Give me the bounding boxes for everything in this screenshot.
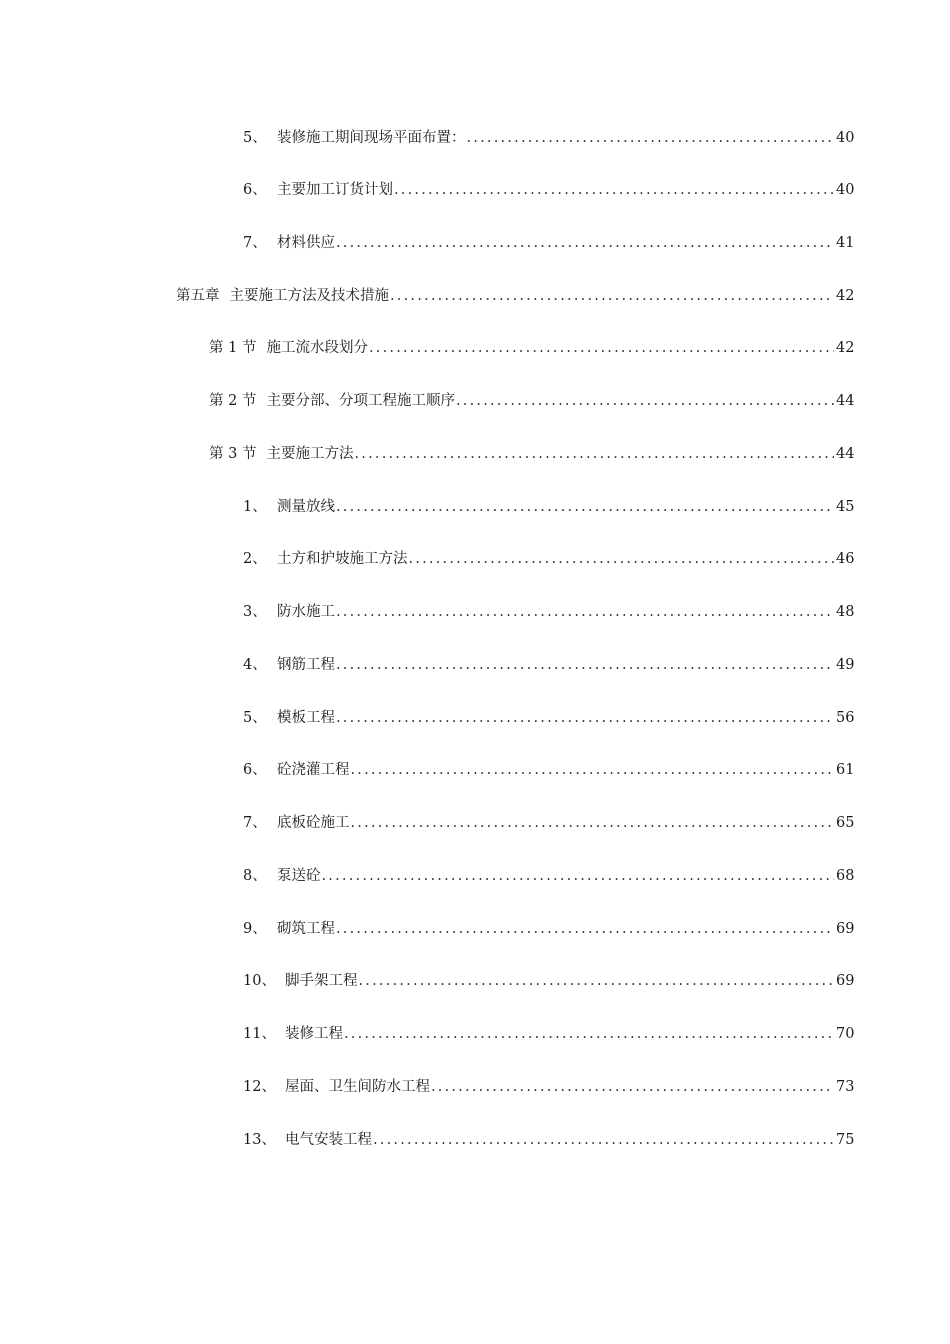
toc-entry-number: 7、 [243,815,267,831]
toc-entry-title: 电气安装工程 [285,1132,372,1148]
toc-entry-page: 68 [836,868,855,884]
toc-entry[interactable] [243,653,854,677]
toc-entry-title: 测量放线 [277,499,335,515]
toc-entry-page: 42 [836,288,855,304]
dot-leader [354,442,834,466]
toc-entry-page: 40 [836,182,855,198]
toc-entry-number: 5、 [243,130,267,146]
toc-entry-page: 69 [836,973,855,989]
toc-section-entry[interactable] [209,389,854,413]
toc-section-entry[interactable] [209,442,854,466]
dot-leader [351,758,835,782]
toc-entry-title: 防水施工 [277,604,335,620]
toc-entry-title: 砌筑工程 [277,921,335,937]
dot-leader [409,547,835,571]
dot-leader [336,231,834,255]
toc-entry-page: 73 [836,1079,855,1095]
toc-entry[interactable] [243,864,854,888]
toc-section-entry[interactable] [209,336,854,360]
toc-entry[interactable] [243,917,854,941]
toc-entry-title: 主要加工订货计划 [277,182,393,198]
toc-entry-title: 主要施工方法 [266,446,354,462]
toc-entry-title: 土方和护坡施工方法 [277,551,408,567]
toc-entry-title: 泵送砼 [277,868,321,884]
toc-entry-number: 11、 [243,1026,276,1042]
dot-leader [336,706,834,730]
toc-entry-number: 5、 [243,710,267,726]
toc-entry-page: 56 [836,710,855,726]
dot-leader [336,600,834,624]
toc-entry-page: 44 [836,446,855,462]
dot-leader [351,811,835,835]
toc-section-number: 第 3 节 [209,446,257,462]
toc-entry-title: 装修施工期间现场平面布置： [277,130,466,146]
dot-leader [456,389,834,413]
toc-entry-title: 装修工程 [285,1026,343,1042]
toc-entry[interactable] [243,1128,854,1152]
toc-entry-number: 2、 [243,551,267,567]
toc-entry-number: 6、 [243,182,267,198]
toc-entry-page: 75 [836,1132,855,1148]
dot-leader [369,336,834,360]
toc-entry[interactable] [243,231,854,255]
toc-entry[interactable] [243,969,854,993]
toc-entry-number: 12、 [243,1079,276,1095]
toc-entry-page: 61 [836,762,855,778]
dot-leader [322,864,835,888]
toc-entry-title: 屋面、卫生间防水工程 [285,1079,430,1095]
toc-entry-title: 脚手架工程 [285,973,358,989]
toc-entry-title: 钢筋工程 [277,657,335,673]
toc-entry-number: 4、 [243,657,267,673]
toc-entry-number: 1、 [243,499,267,515]
toc-entry-number: 8、 [243,868,267,884]
dot-leader [373,1128,834,1152]
toc-chapter-entry[interactable] [176,284,854,308]
toc-entry-number: 13、 [243,1132,276,1148]
toc-entry-page: 49 [836,657,855,673]
toc-entry-page: 41 [836,235,855,251]
toc-entry[interactable] [243,547,854,571]
toc-entry[interactable] [243,600,854,624]
toc-entry-number: 10、 [243,973,276,989]
toc-entry-title: 材料供应 [277,235,335,251]
toc-entry-page: 45 [836,499,855,515]
toc-entry-number: 6、 [243,762,267,778]
toc-entry-page: 40 [836,130,855,146]
dot-leader [431,1075,834,1099]
dot-leader [394,178,834,202]
dot-leader [336,917,834,941]
dot-leader [467,126,835,150]
toc-entry[interactable] [243,758,854,782]
toc-entry-title: 施工流水段划分 [266,340,368,356]
toc-entry[interactable] [243,1022,854,1046]
toc-entry-page: 65 [836,815,855,831]
toc-entry[interactable] [243,126,854,150]
toc-section-number: 第 1 节 [209,340,257,356]
toc-entry-number: 9、 [243,921,267,937]
dot-leader [359,969,835,993]
toc-entry-title: 主要分部、分项工程施工顺序 [266,393,455,409]
dot-leader [336,653,834,677]
toc-section-number: 第 2 节 [209,393,257,409]
toc-entry-page: 70 [836,1026,855,1042]
toc-entry[interactable] [243,1075,854,1099]
toc-entry-page: 44 [836,393,855,409]
dot-leader [390,284,834,308]
toc-entry-number: 7、 [243,235,267,251]
toc-entry-page: 48 [836,604,855,620]
toc-entry-title: 砼浇灌工程 [277,762,350,778]
toc-entry-page: 46 [836,551,855,567]
dot-leader [336,495,834,519]
toc-entry-number: 3、 [243,604,267,620]
dot-leader [344,1022,834,1046]
toc-entry-title: 主要施工方法及技术措施 [229,288,389,304]
toc-entry-page: 42 [836,340,855,356]
toc-entry[interactable] [243,706,854,730]
toc-chapter-number: 第五章 [176,288,220,304]
toc-entry[interactable] [243,178,854,202]
toc-entry[interactable] [243,495,854,519]
toc-entry[interactable] [243,811,854,835]
toc-entry-page: 69 [836,921,855,937]
toc-entry-title: 底板砼施工 [277,815,350,831]
toc-entry-title: 模板工程 [277,710,335,726]
